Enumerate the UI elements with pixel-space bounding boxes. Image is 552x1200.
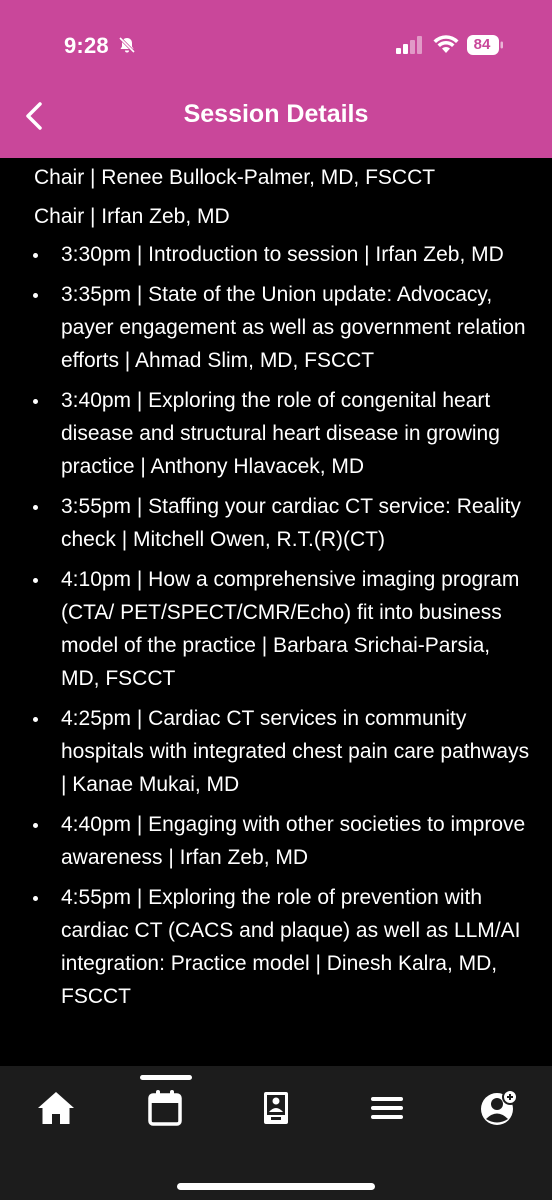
status-time: 9:28 xyxy=(64,33,109,58)
session-chair: Chair | Renee Bullock-Palmer, MD, FSCCT xyxy=(34,166,436,189)
agenda-item xyxy=(0,490,552,556)
bullet xyxy=(33,505,38,510)
wifi-icon xyxy=(433,35,459,55)
tab-exhibitors[interactable] xyxy=(256,1088,296,1128)
agenda-item xyxy=(0,278,552,377)
session-chair: Chair | Irfan Zeb, MD xyxy=(34,205,230,228)
home-indicator[interactable] xyxy=(177,1183,375,1190)
active-tab-indicator xyxy=(140,1075,192,1080)
bullet xyxy=(33,253,38,258)
agenda-item-text: 3:35pm | State of the Union update: Advocacy, payer engagement as well as government relation efforts | Ahmad Slim, MD, FSCCT xyxy=(61,283,526,372)
agenda-item xyxy=(0,808,552,874)
tab-profile[interactable] xyxy=(478,1088,518,1128)
agenda-item xyxy=(0,384,552,483)
calendar-icon xyxy=(145,1088,185,1128)
booth-icon xyxy=(256,1088,296,1128)
page-title: Session Details xyxy=(183,100,369,128)
agenda-item-text: 4:10pm | How a comprehensive imaging program (CTA/ PET/SPECT/CMR/Echo) fit into business model of the practice | Barbara Srichai-Parsia, MD, FSCCT xyxy=(61,568,520,690)
cellular-signal-icon xyxy=(395,36,425,54)
bullet xyxy=(33,896,38,901)
tab-schedule[interactable] xyxy=(145,1088,185,1128)
bullet xyxy=(33,578,38,583)
session-details-content[interactable] xyxy=(0,158,552,1066)
agenda-item xyxy=(0,238,552,271)
agenda-item-text: 4:55pm | Exploring the role of prevention with cardiac CT (CACS and plaque) as well as LLM/AI integration: Practice model | Dinesh Kalra, MD, FSCCT xyxy=(61,886,521,1008)
agenda-list xyxy=(0,238,552,1020)
bullet xyxy=(33,823,38,828)
agenda-item-text: 4:40pm | Engaging with other societies to improve awareness | Irfan Zeb, MD xyxy=(61,813,526,869)
agenda-item-text: 3:55pm | Staffing your cardiac CT service: Reality check | Mitchell Owen, R.T.(R)(CT) xyxy=(61,495,521,551)
tab-home[interactable] xyxy=(36,1088,76,1128)
tab-bar xyxy=(0,1066,552,1200)
battery-level: 84 xyxy=(473,36,491,53)
agenda-item xyxy=(0,881,552,1013)
home-icon xyxy=(36,1088,76,1128)
tab-menu[interactable] xyxy=(367,1088,407,1128)
bell-muted-icon xyxy=(118,36,136,54)
bullet xyxy=(33,717,38,722)
agenda-item xyxy=(0,702,552,801)
agenda-item xyxy=(0,563,552,695)
agenda-item-text: 3:30pm | Introduction to session | Irfan Zeb, MD xyxy=(61,243,504,266)
bullet xyxy=(33,399,38,404)
profile-icon xyxy=(478,1088,518,1128)
menu-icon xyxy=(367,1088,407,1128)
bullet xyxy=(33,293,38,298)
agenda-item-text: 3:40pm | Exploring the role of congenital heart disease and structural heart disease in growing practice | Anthony Hlavacek, MD xyxy=(61,389,500,478)
agenda-item-text: 4:25pm | Cardiac CT services in community hospitals with integrated chest pain care pathways | Kanae Mukai, MD xyxy=(61,707,530,796)
header-bar xyxy=(0,0,552,158)
